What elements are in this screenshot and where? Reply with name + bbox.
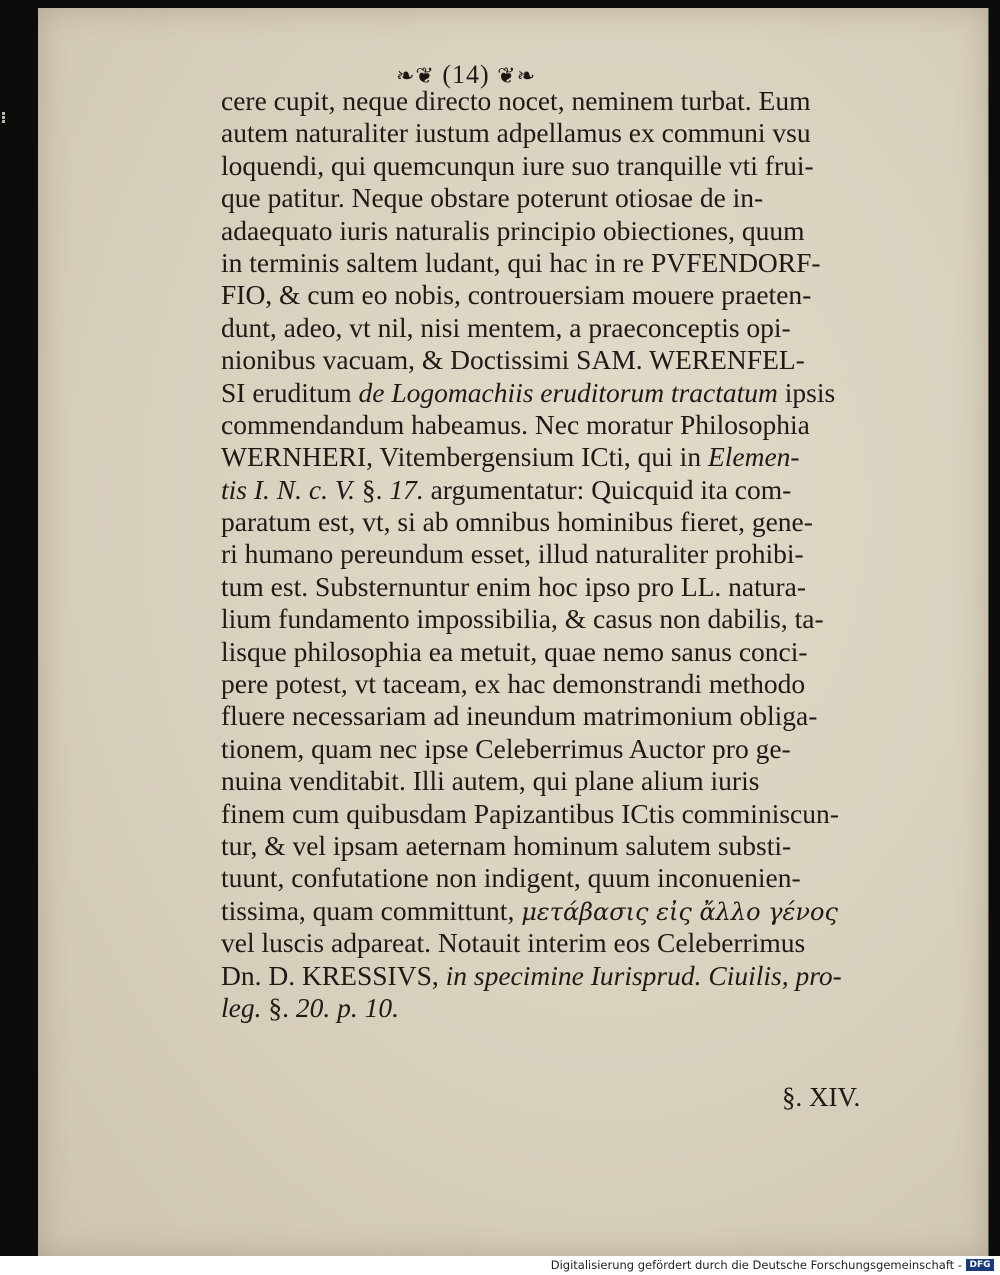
text-segment: nuina venditabit. Illi autem, qui plane alium iuris [221, 765, 760, 797]
italic-segment: in specimine Iurisprud. Ciuilis, pro- [445, 959, 842, 991]
italic-segment: de Logomachiis eruditorum tractatum [358, 376, 778, 408]
text-line [221, 895, 871, 927]
text-segment: lium fundamento impossibilia, & casus non dabilis, ta- [221, 603, 824, 635]
body-text [221, 85, 871, 1024]
italic-segment: Elemen- [707, 441, 800, 473]
italic-segment: tis I. N. c. V. [221, 473, 355, 505]
text-line [221, 506, 871, 538]
italic-segment: 17. [389, 473, 424, 505]
ornament-right-icon: ❦❧ [497, 63, 537, 88]
text-line [221, 668, 871, 700]
text-segment: tissima, quam committunt, [221, 894, 522, 926]
text-line [221, 344, 871, 376]
text-line [221, 765, 871, 797]
greek-segment: μετάβασις εἰς ἄλλο γένος [521, 897, 838, 926]
text-line [221, 571, 871, 603]
text-segment: vel luscis adpareat. Notauit interim eos Celeberrimus [221, 927, 806, 959]
text-line [221, 377, 871, 409]
italic-segment: leg. [221, 991, 262, 1023]
text-segment: FIO, & cum eo nobis, controuersiam mouere praeten- [221, 279, 812, 311]
text-line [221, 215, 871, 247]
text-line [221, 182, 871, 214]
text-segment: lisque philosophia ea metuit, quae nemo sanus conci- [221, 635, 808, 667]
text-segment: ipsis [777, 376, 836, 408]
ornament-left-icon: ❧❦ [395, 63, 435, 88]
text-line [221, 798, 871, 830]
text-line [221, 700, 871, 732]
text-segment: SI eruditum [221, 376, 359, 408]
left-margin-dots [2, 112, 5, 124]
text-line [221, 960, 871, 992]
text-line [221, 279, 871, 311]
text-segment: commendandum habeamus. Nec moratur Philosophia [221, 408, 810, 440]
text-line [221, 474, 871, 506]
text-line [221, 85, 871, 117]
text-segment: tuunt, confutatione non indigent, quum inconuenien- [221, 862, 801, 894]
text-line [221, 538, 871, 570]
text-segment: fluere necessariam ad ineundum matrimonium obliga- [221, 700, 818, 732]
text-segment: autem naturaliter iustum adpellamus ex communi vsu [221, 117, 811, 149]
text-line [221, 862, 871, 894]
text-line [221, 830, 871, 862]
text-segment: tum est. Substernuntur enim hoc ipso pro LL. natura- [221, 570, 807, 602]
text-line [221, 441, 871, 473]
text-segment: adaequato iuris naturalis principio obiectiones, quum [221, 214, 805, 246]
text-line [221, 150, 871, 182]
text-line [221, 409, 871, 441]
catchword: §. XIV. [782, 1082, 861, 1112]
text-segment: que patitur. Neque obstare poterunt otiosae de in- [221, 182, 764, 214]
text-line [221, 603, 871, 635]
footer-credit: Digitalisierung gefördert durch die Deutsche Forschungsgemeinschaft - [550, 1258, 962, 1272]
text-segment: nionibus vacuam, & Doctissimi SAM. WERENFEL- [221, 344, 805, 376]
dfg-logo-icon: DFG [966, 1259, 994, 1271]
text-segment: Dn. D. KRESSIVS, [221, 959, 446, 991]
text-segment: in terminis saltem ludant, qui hac in re PVFENDORF- [221, 246, 821, 278]
text-segment: §. [354, 473, 390, 505]
text-segment: WERNHERI, Vitembergensium ICti, qui in [221, 441, 708, 473]
text-segment: paratum est, vt, si ab omnibus hominibus fieret, gene- [221, 506, 813, 538]
text-line [221, 733, 871, 765]
text-line [221, 992, 871, 1024]
text-segment: ri humano pereundum esset, illud naturaliter prohibi- [221, 538, 804, 570]
text-segment: dunt, adeo, vt nil, nisi mentem, a praeconceptis opi- [221, 311, 791, 343]
text-segment: pere potest, vt taceam, ex hac demonstrandi methodo [221, 668, 806, 700]
text-line [221, 636, 871, 668]
text-segment: tionem, quam nec ipse Celeberrimus Auctor pro ge- [221, 732, 791, 764]
text-line [221, 117, 871, 149]
text-segment: finem cum quibusdam Papizantibus ICtis comminiscun- [221, 797, 839, 829]
text-segment: argumentatur: Quicquid ita com- [423, 473, 792, 505]
text-line [221, 927, 871, 959]
text-line [221, 247, 871, 279]
text-segment: loquendi, qui quemcunqun iure suo tranquille vti frui- [221, 149, 814, 181]
page-number: (14) [442, 60, 490, 89]
text-line [221, 312, 871, 344]
text-segment: cere cupit, neque directo nocet, neminem turbat. Eum [221, 85, 811, 116]
footer-bar [0, 1256, 1000, 1275]
italic-segment: 20. p. 10. [295, 991, 399, 1023]
text-segment: tur, & vel ipsam aeternam hominum salutem substi- [221, 829, 792, 861]
text-segment: §. [261, 991, 296, 1023]
